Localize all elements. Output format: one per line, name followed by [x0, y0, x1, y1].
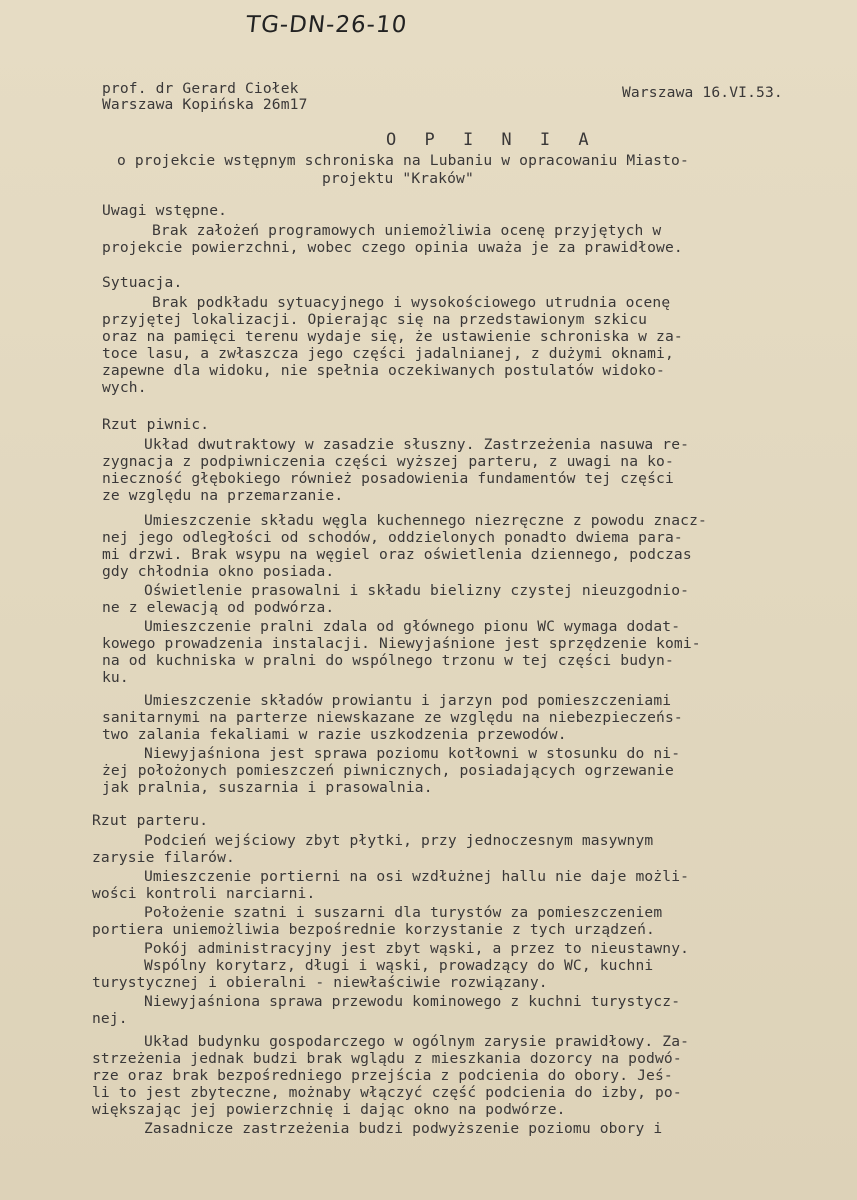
body-line: na od kuchniska w pralni do wspólnego trzonu w tej części budyn- — [102, 652, 674, 669]
body-line: portiera uniemożliwia bezpośrednie korzystanie z tych urządzeń. — [92, 921, 655, 938]
body-line: nej jego odległości od schodów, oddzielonych ponadto dwiema para- — [102, 529, 683, 546]
body-line: Umieszczenie portierni na osi wzdłużnej hallu nie daje możli- — [144, 868, 690, 885]
body-line: Umieszczenie składów prowiantu i jarzyn pod pomieszczeniami — [144, 692, 672, 709]
body-line: Brak podkładu sytuacyjnego i wysokościowego utrudnia ocenę — [152, 294, 671, 311]
section-heading: Rzut parteru. — [92, 812, 209, 829]
body-line: Zasadnicze zastrzeżenia budzi podwyższenie poziomu obory i — [144, 1120, 663, 1137]
body-line: Oświetlenie prasowalni i składu bielizny czystej nieuzgodnio- — [144, 582, 690, 599]
body-line: two zalania fekaliami w razie uszkodzenia przewodów. — [102, 726, 567, 743]
body-line: Niewyjaśniona sprawa przewodu kominowego z kuchni turystycz- — [144, 993, 681, 1010]
body-line: projekcie powierzchni, wobec czego opinia uważa je za prawidłowe. — [102, 239, 683, 256]
section-heading: Rzut piwnic. — [102, 416, 210, 433]
body-line: wych. — [102, 379, 147, 396]
date-line: Warszawa 16.VI.53. — [622, 84, 783, 101]
body-line: zapewne dla widoku, nie spełnia oczekiwanych postulatów widoko- — [102, 362, 665, 379]
body-line: Położenie szatni i suszarni dla turystów za pomieszczeniem — [144, 904, 663, 921]
body-line: sanitarnymi na parterze niewskazane ze względu na niebezpieczeńs- — [102, 709, 683, 726]
body-line: kowego prowadzenia instalacji. Niewyjaśnione jest sprzędzenie komi- — [102, 635, 701, 652]
body-line: zygnacja z podpiwniczenia części wyższej parteru, z uwagi na ko- — [102, 453, 674, 470]
body-line: nej. — [92, 1010, 128, 1027]
document-title: O P I N I A — [386, 130, 598, 150]
body-line: Umieszczenie pralni zdala od głównego pionu WC wymaga dodat- — [144, 618, 681, 635]
body-line: Układ dwutraktowy w zasadzie słuszny. Zastrzeżenia nasuwa re- — [144, 436, 690, 453]
body-line: gdy chłodnia okno posiada. — [102, 563, 335, 580]
subtitle-line: projektu "Kraków" — [322, 170, 474, 187]
body-line: ne z elewacją od podwórza. — [102, 599, 335, 616]
body-line: zarysie filarów. — [92, 849, 235, 866]
body-line: rze oraz brak bezpośredniego przejścia z podcienia do obory. Jeś- — [92, 1067, 673, 1084]
body-line: Niewyjaśniona jest sprawa poziomu kotłowni w stosunku do ni- — [144, 745, 681, 762]
body-line: nieczność głębokiego również posadowienia fundamentów tej części — [102, 470, 674, 487]
section-heading: Uwagi wstępne. — [102, 202, 228, 219]
body-line: ze względu na przemarzanie. — [102, 487, 344, 504]
body-line: Układ budynku gospodarczego w ogólnym zarysie prawidłowy. Za- — [144, 1033, 690, 1050]
body-line: wości kontroli narciarni. — [92, 885, 316, 902]
body-line: mi drzwi. Brak wsypu na węgiel oraz oświetlenia dziennego, podczas — [102, 546, 692, 563]
body-line: Umieszczenie składu węgla kuchennego niezręczne z powodu znacz- — [144, 512, 707, 529]
body-line: Podcień wejściowy zbyt płytki, przy jednoczesnym masywnym — [144, 832, 654, 849]
body-line: toce lasu, a zwłaszcza jego części jadalnianej, z dużymi oknami, — [102, 345, 674, 362]
body-line: Brak założeń programowych uniemożliwia ocenę przyjętych w — [152, 222, 662, 239]
body-line: strzeżenia jednak budzi brak wglądu z mieszkania dozorcy na podwó- — [92, 1050, 682, 1067]
body-line: Wspólny korytarz, długi i wąski, prowadzący do WC, kuchni — [144, 957, 654, 974]
body-line: ku. — [102, 669, 129, 686]
body-line: żej położonych pomieszczeń piwnicznych, posiadających ogrzewanie — [102, 762, 674, 779]
author-name: prof. dr Gerard Ciołek — [102, 80, 299, 97]
body-line: przyjętej lokalizacji. Opierając się na przedstawionym szkicu — [102, 311, 648, 328]
author-address: Warszawa Kopińska 26m17 — [102, 96, 308, 113]
section-heading: Sytuacja. — [102, 274, 183, 291]
body-line: większając jej powierzchnię i dając okno na podwórze. — [92, 1101, 566, 1118]
body-line: oraz na pamięci terenu wydaje się, że ustawienie schroniska w za- — [102, 328, 683, 345]
body-line: Pokój administracyjny jest zbyt wąski, a przez to nieustawny. — [144, 940, 690, 957]
body-line: li to jest zbyteczne, możnaby włączyć część podcienia do izby, po- — [92, 1084, 682, 1101]
body-line: turystycznej i obieralni - niewłaściwie rozwiązany. — [92, 974, 548, 991]
archive-reference-handwritten: TG-DN-26-10 — [244, 12, 409, 38]
subtitle-line: o projekcie wstępnym schroniska na Lubaniu w opracowaniu Miasto- — [117, 152, 689, 169]
body-line: jak pralnia, suszarnia i prasowalnia. — [102, 779, 433, 796]
